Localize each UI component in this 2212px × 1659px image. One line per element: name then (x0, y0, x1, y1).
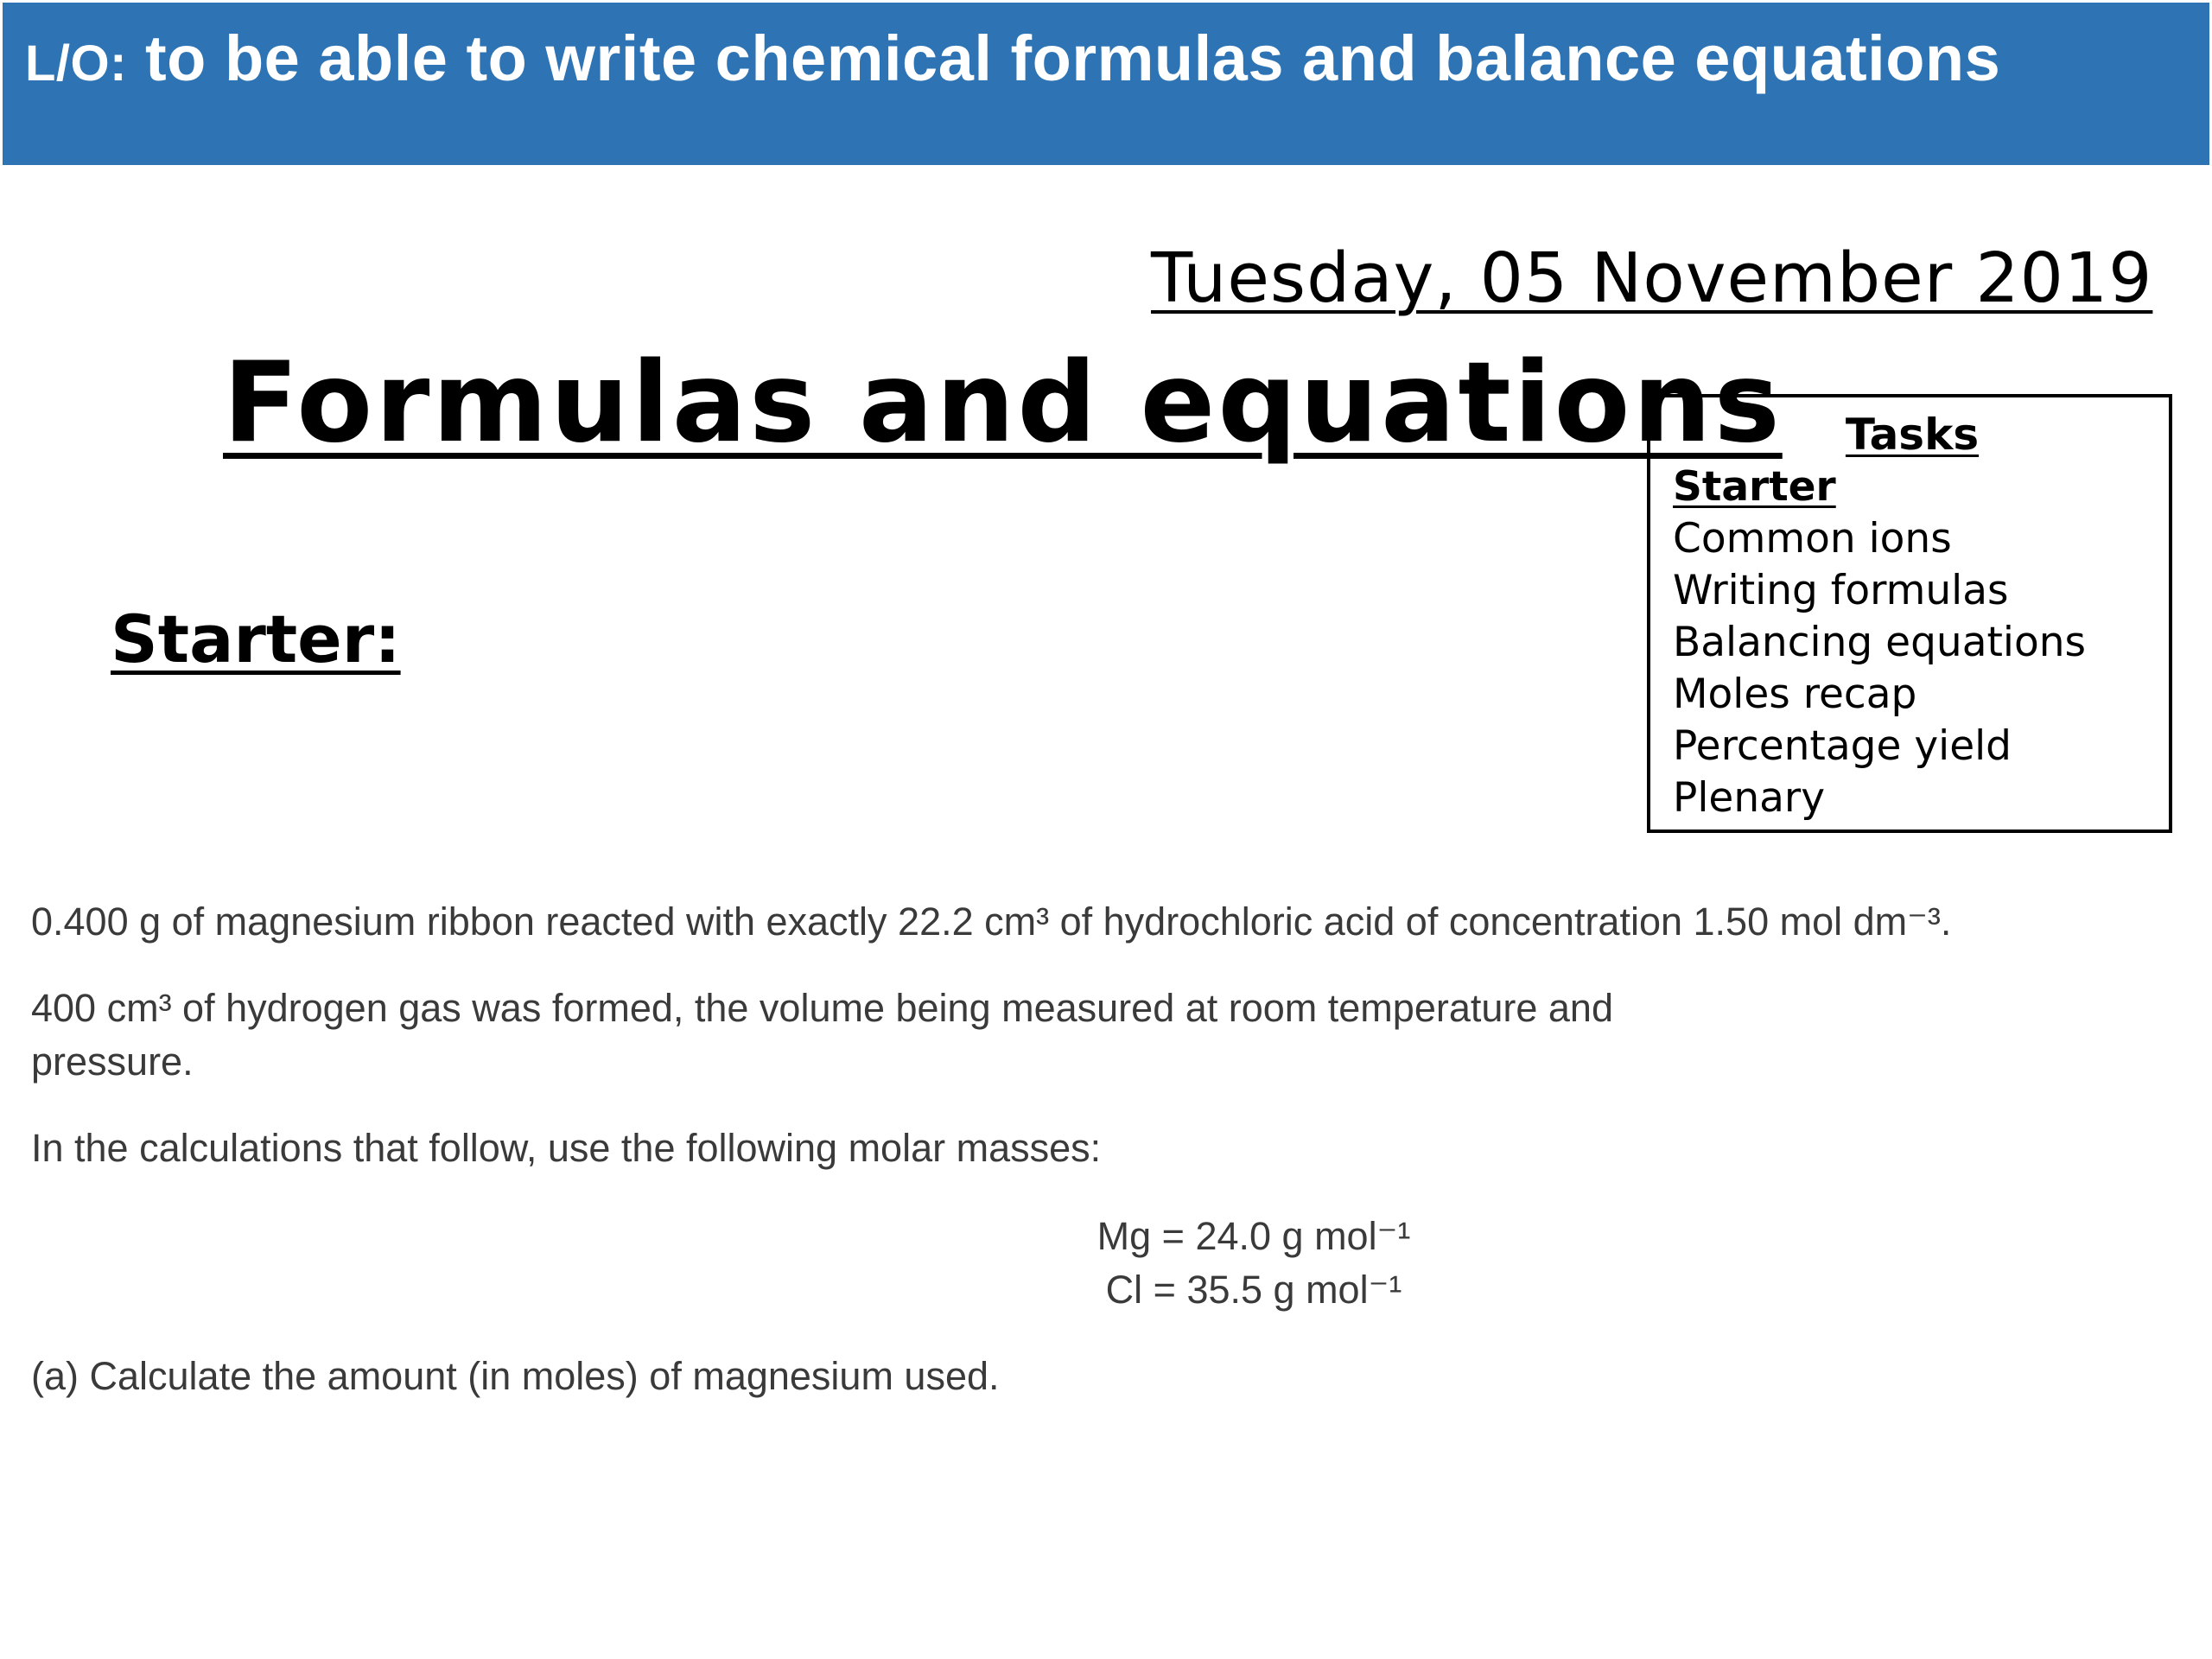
task-item-moles-recap: Moles recap (1673, 671, 1917, 718)
task-item-plenary: Plenary (1673, 774, 1826, 822)
learning-objective (25, 22, 2000, 95)
task-item-balancing-equations: Balancing equations (1673, 619, 2087, 666)
learning-objective-prefix: L/O: (25, 35, 127, 92)
learning-objective-text: to be able to write chemical formulas and balance equations (126, 22, 2001, 94)
molar-mass-mg: Mg = 24.0 g mol⁻¹ (1096, 1214, 1411, 1258)
task-item-common-ions: Common ions (1673, 515, 1952, 563)
lesson-date: Tuesday, 05 November 2019 (1151, 238, 2153, 318)
task-item-starter: Starter (1673, 463, 1836, 511)
starter-heading: Starter: (111, 601, 401, 677)
question-paragraph-1: 0.400 g of magnesium ribbon reacted with exactly 22.2 cm³ of hydrochloric acid of concentration 1.50 mol dm⁻³. (31, 899, 1952, 944)
question-paragraph-2: 400 cm³ of hydrogen gas was formed, the volume being measured at room temperature and pressure. (31, 986, 1613, 1084)
molar-mass-cl: Cl = 35.5 g mol⁻¹ (1105, 1268, 1402, 1312)
page-title: Formulas and equations (223, 339, 1783, 467)
task-item-writing-formulas: Writing formulas (1673, 567, 2009, 614)
molar-masses (1051, 1210, 1457, 1317)
tasks-title: Tasks (1845, 410, 1980, 460)
task-item-percentage-yield: Percentage yield (1673, 722, 2012, 770)
learning-objective-banner (3, 3, 2209, 165)
tasks-box (1647, 394, 2172, 833)
question-part-a: (a) Calculate the amount (in moles) of magnesium used. (31, 1354, 1000, 1398)
question-paragraph-3: In the calculations that follow, use the following molar masses: (31, 1126, 1102, 1170)
